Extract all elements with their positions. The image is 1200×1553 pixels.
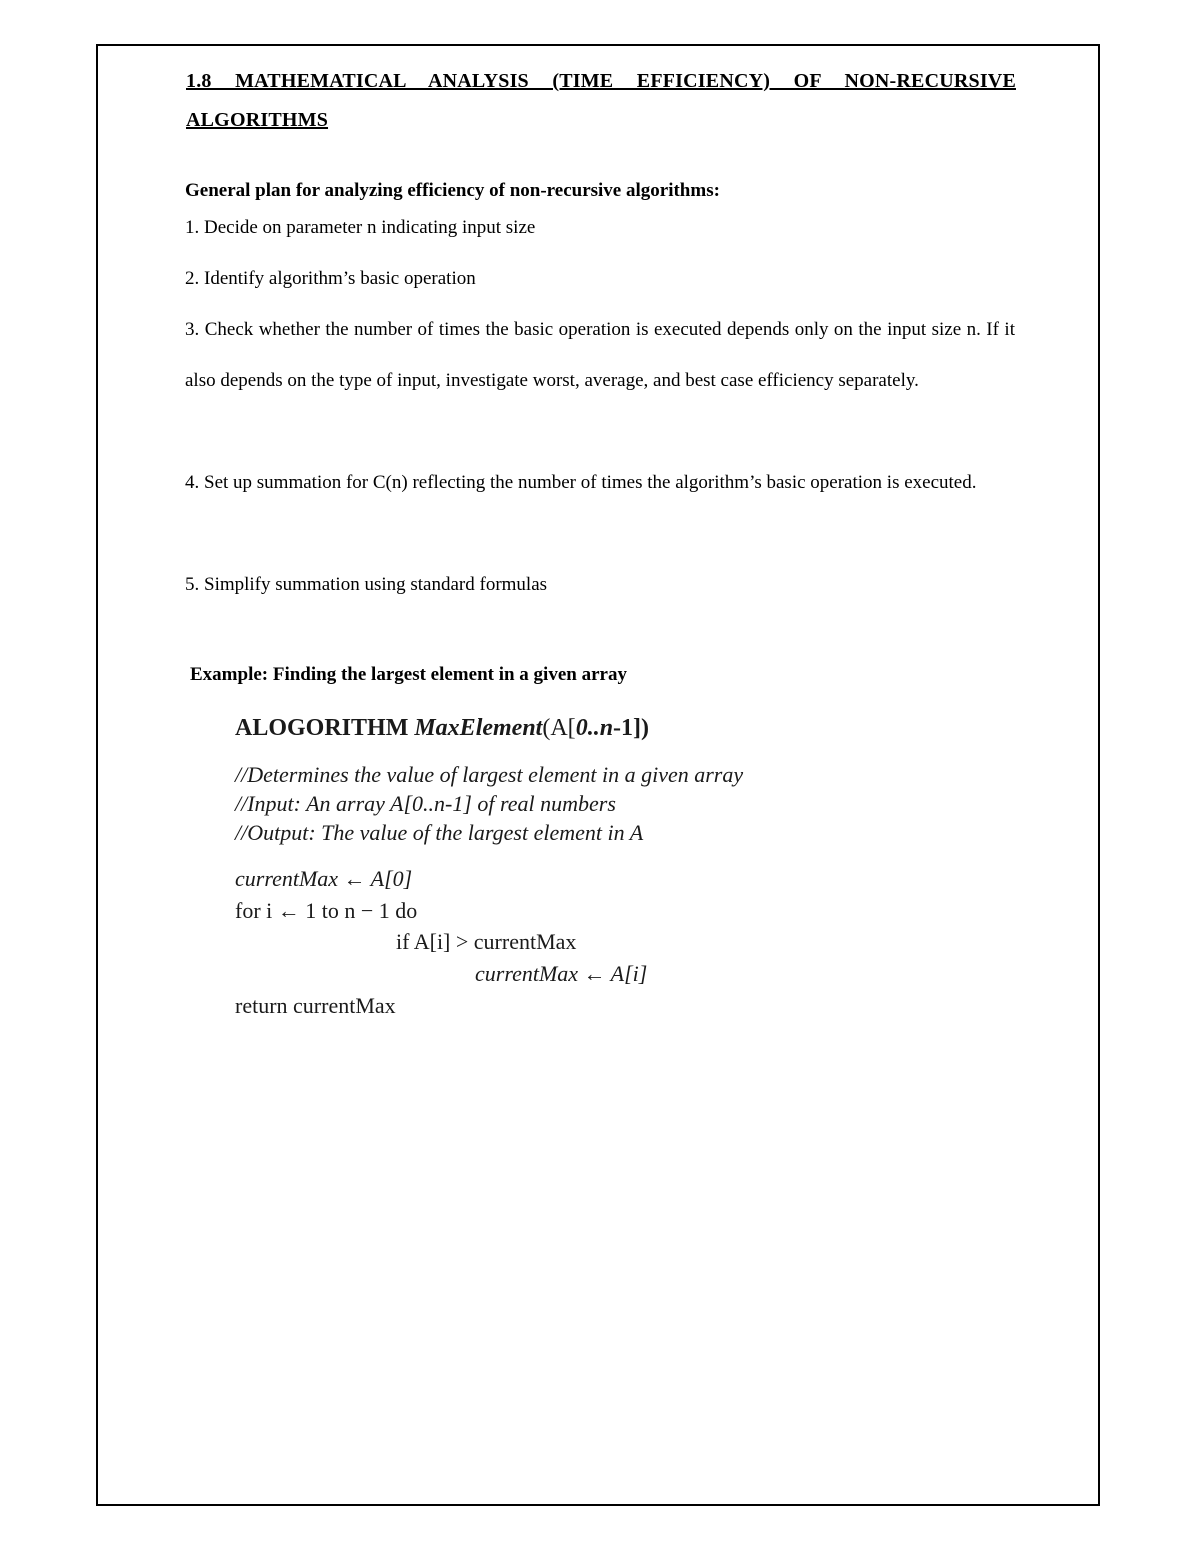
algorithm-name: MaxElement <box>414 715 543 741</box>
code-line-1: currentMax ← A[0] <box>235 866 413 891</box>
comment-line-3: //Output: The value of the largest element in A <box>235 820 644 845</box>
algorithm-params-open: (A[ <box>542 715 576 741</box>
step-5: 5. Simplify summation using standard formulas <box>185 574 548 595</box>
algorithm-params-close: -1]) <box>613 715 650 741</box>
step-3: 3. Check whether the number of times the basic operation is executed depends only on the input size n. If it also depends on the type of input, investigate worst, average, and best case efficiency separately. <box>185 319 1015 391</box>
comment-line-2: //Input: An array A[0..n-1] of real numbers <box>235 791 616 816</box>
plan-title: General plan for analyzing efficiency of non-recursive algorithms: <box>185 180 720 201</box>
algorithm-header <box>235 715 649 742</box>
example-title: Example: Finding the largest element in a given array <box>190 664 627 685</box>
code-line-5: return currentMax <box>235 993 396 1018</box>
code-line-3: if A[i] > currentMax <box>396 929 577 954</box>
step-1: 1. Decide on parameter n indicating input size <box>185 217 536 238</box>
comment-line-1: //Determines the value of largest element in a given array <box>235 762 744 787</box>
step-2: 2. Identify algorithm’s basic operation <box>185 268 476 289</box>
code-line-2: for i ← 1 to n − 1 do <box>235 898 418 923</box>
step-4: 4. Set up summation for C(n) reflecting the number of times the algorithm’s basic operation is executed. <box>185 472 977 493</box>
section-heading: 1.8 MATHEMATICAL ANALYSIS (TIME EFFICIENCY) OF NON-RECURSIVE ALGORITHMS <box>186 70 1016 131</box>
algorithm-keyword: ALOGORITHM <box>235 715 409 741</box>
code-line-4: currentMax ← A[i] <box>475 961 648 986</box>
algorithm-params-range: 0..n <box>575 715 614 741</box>
